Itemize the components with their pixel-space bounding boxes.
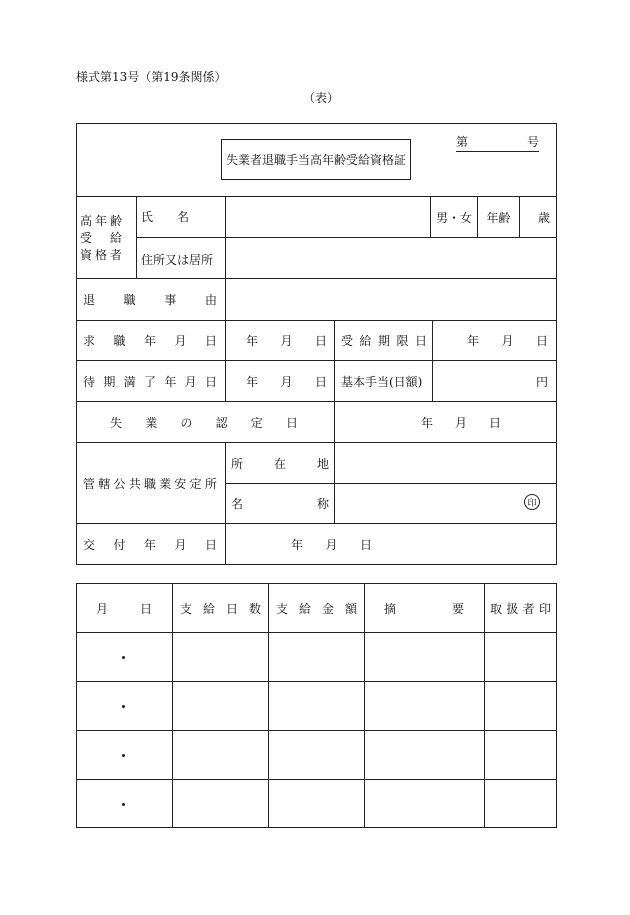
- ledger-header-amount: 支 給 金 額: [276, 601, 357, 616]
- day-text: 日: [314, 374, 327, 389]
- qualified-line-3: 資格者: [80, 247, 126, 262]
- recognition-label: 失 業 の 認 定 日: [110, 415, 298, 430]
- ledger-col-divider: [484, 583, 485, 828]
- certificate-title: 失業者退職手当高年齢受給資格証: [221, 139, 411, 180]
- month-text: 月: [501, 334, 514, 348]
- certificate-number: [456, 133, 539, 152]
- seal-icon: 印: [524, 494, 540, 510]
- ledger-row-date-dot: [122, 754, 125, 757]
- location-field[interactable]: [335, 443, 556, 483]
- ledger-header-remarks: 摘 要: [384, 601, 464, 616]
- ledger-header-days: 支 給 日 数: [180, 601, 261, 616]
- ledger-row-date-dot: [122, 803, 125, 806]
- front-side-label: （表）: [303, 91, 340, 105]
- age-unit: 歳: [537, 210, 550, 225]
- yen-unit: 円: [535, 374, 548, 389]
- ledger-col-divider: [268, 583, 269, 828]
- reason-field[interactable]: [226, 279, 556, 320]
- ledger-header-handler-seal: 取 扱 者 印: [490, 601, 551, 616]
- reason-label: 退 職 事 由: [83, 293, 217, 307]
- address-label: 住所又は居所: [141, 252, 214, 267]
- ledger-col-divider: [364, 583, 365, 828]
- basic-allowance-field[interactable]: [433, 361, 548, 401]
- day-text: 日: [314, 334, 327, 348]
- day-text: 日: [488, 415, 501, 430]
- address-field[interactable]: [226, 238, 556, 278]
- qualified-line-2: 受 給: [80, 230, 126, 245]
- ledger-row-date-dot: [122, 705, 125, 708]
- office-label: 管 轄 公 共 職 業 安 定 所: [83, 476, 217, 491]
- ledger-header-date: 月 日: [96, 601, 152, 616]
- age-label: 年齢: [486, 210, 511, 225]
- location-label: 所 在 地: [231, 456, 329, 471]
- gender-label: 男・女: [435, 210, 472, 225]
- year-text: 年: [291, 538, 304, 552]
- day-text: 日: [535, 334, 548, 348]
- day-text: 日: [359, 538, 372, 552]
- office-name-field[interactable]: [335, 484, 515, 523]
- month-text: 月: [280, 374, 293, 389]
- col-divider: [334, 320, 335, 401]
- form-number-label: 様式第13号（第19条関係）: [76, 70, 227, 84]
- basic-allowance-label: 基本手当(日額): [341, 374, 423, 389]
- name-label: 氏 名: [141, 209, 190, 224]
- month-text: 月: [280, 334, 293, 348]
- qualified-person-label: [80, 206, 132, 270]
- name-field[interactable]: [226, 197, 430, 237]
- ledger-col-divider: [172, 583, 173, 828]
- month-text: 月: [454, 415, 467, 430]
- ledger-row-date-dot: [122, 656, 125, 659]
- year-text: 年: [421, 415, 434, 430]
- job-date-field[interactable]: [246, 321, 327, 360]
- job-date-label: 求 職 年 月 日: [83, 334, 217, 348]
- cert-no-suffix: 号: [526, 135, 539, 149]
- full-date-field[interactable]: [246, 361, 327, 401]
- recognition-field[interactable]: [421, 402, 501, 442]
- issue-label: 交 付 年 月 日: [83, 538, 217, 552]
- year-text: 年: [246, 374, 259, 389]
- office-name-label: 名 称: [231, 497, 329, 511]
- full-date-label: 待 期 満 了 年 月 日: [83, 374, 217, 389]
- year-text: 年: [467, 334, 480, 348]
- col-divider: [225, 442, 226, 565]
- cert-no-prefix: 第: [456, 135, 469, 149]
- deadline-field[interactable]: [467, 321, 548, 360]
- year-text: 年: [246, 334, 259, 348]
- issue-date-field[interactable]: [291, 524, 372, 565]
- month-text: 月: [325, 538, 338, 552]
- deadline-label: 受 給 期 限 日: [341, 334, 427, 348]
- col-divider: [136, 196, 137, 278]
- qualified-line-1: 高年齢: [80, 213, 126, 228]
